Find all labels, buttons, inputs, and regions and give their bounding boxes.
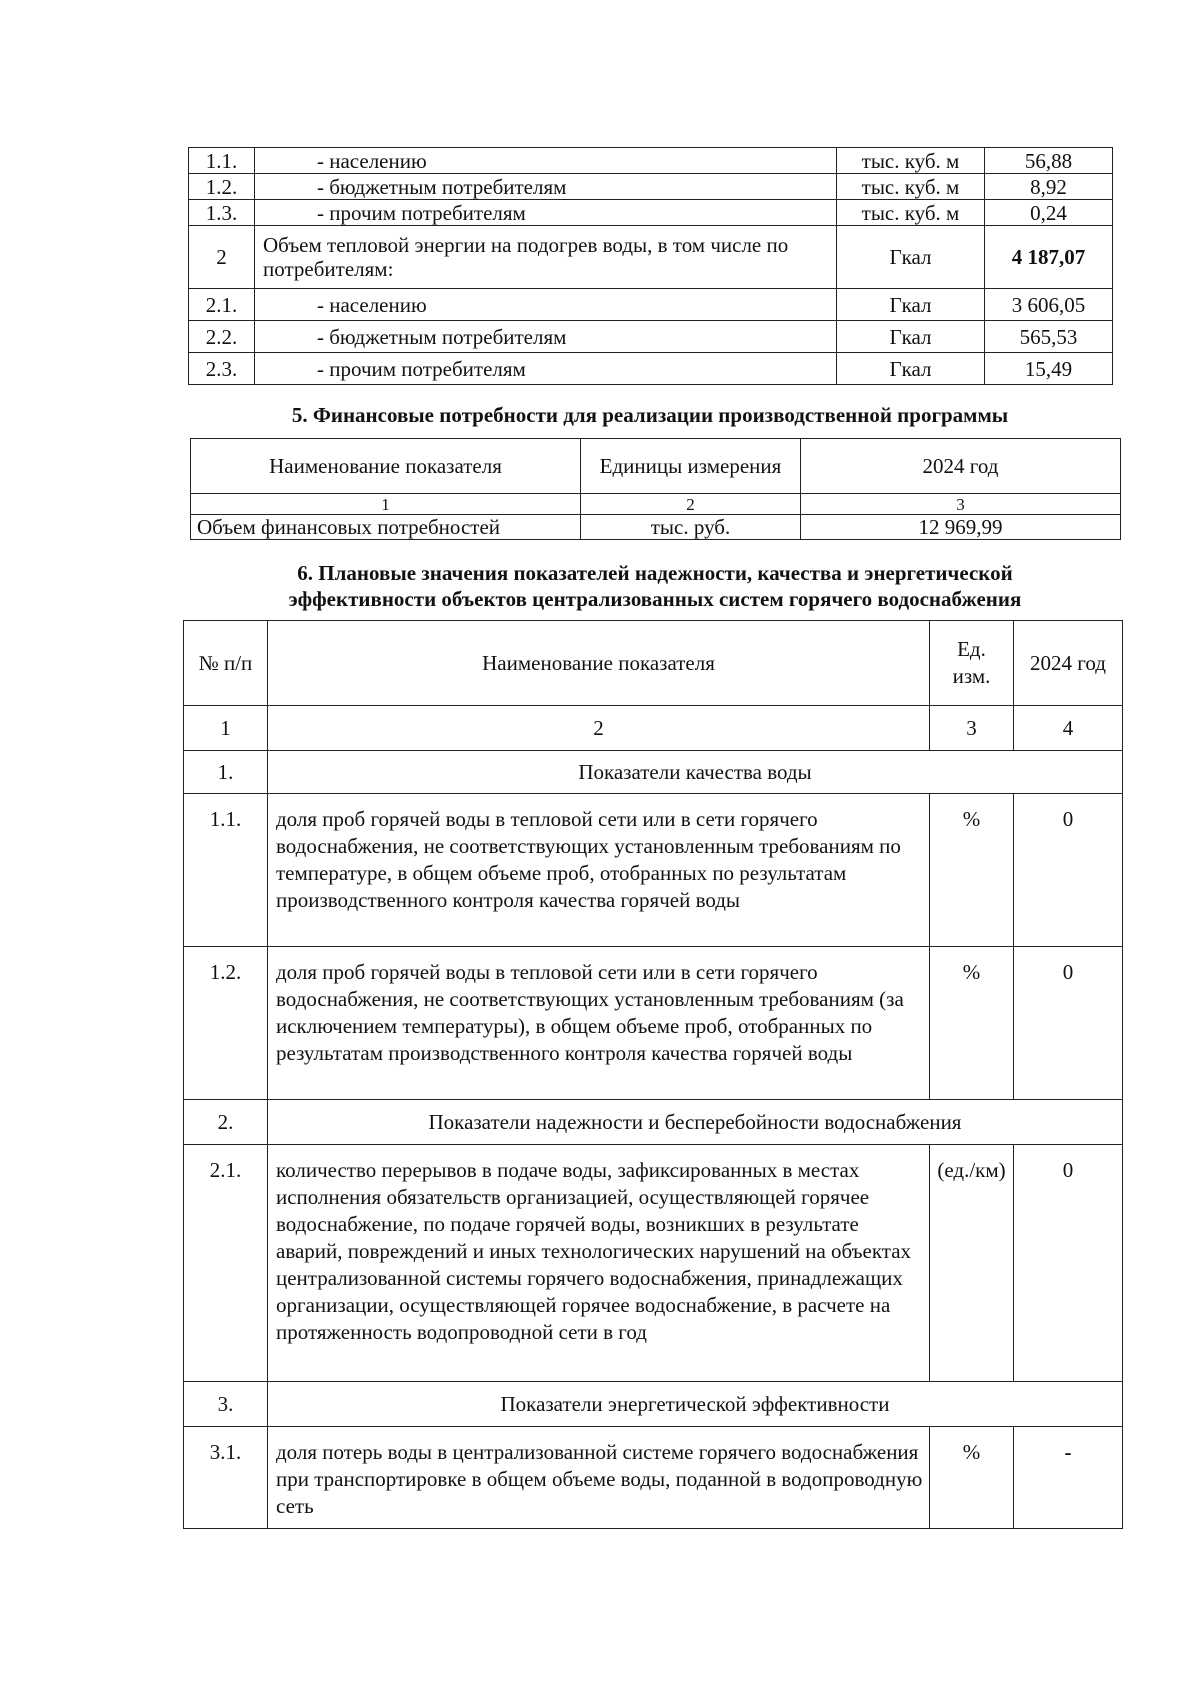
row-value: 0 [1014, 947, 1123, 1100]
row-name: - бюджетным потребителям [255, 321, 837, 353]
group-title: Показатели качества воды [268, 751, 1123, 794]
row-value: 4 187,07 [985, 226, 1113, 289]
column-number: 4 [1014, 706, 1123, 751]
table-row [189, 174, 1113, 200]
row-value: - [1014, 1427, 1123, 1529]
header-unit: Ед. изм. [930, 621, 1014, 706]
header-unit: Единицы измерения [581, 439, 801, 494]
row-value: 3 606,05 [985, 289, 1113, 321]
indicators-table [183, 620, 1123, 1529]
row-number: 2.2. [189, 321, 255, 353]
financial-needs-table [190, 438, 1121, 540]
column-number: 3 [801, 494, 1121, 515]
row-number: 1.2. [189, 174, 255, 200]
group-number: 1. [184, 751, 268, 794]
table-row [191, 515, 1121, 540]
row-value: 565,53 [985, 321, 1113, 353]
table-row [189, 226, 1113, 289]
column-number: 1 [191, 494, 581, 515]
column-number: 2 [581, 494, 801, 515]
row-text: количество перерывов в подаче воды, зафиксированных в местах исполнения обязательств организацией, осуществляющей горячее водоснабжение, по подаче горячей воды, возникших в результате аварий, повреждений и иных технологических нарушений на объектах централизованной системы горячего водоснабжения, принадлежащих организации, осуществляющей горячее водоснабжение, в расчете на протяженность водопроводной сети в год [268, 1145, 930, 1382]
header-year: 2024 год [801, 439, 1121, 494]
group-number: 3. [184, 1382, 268, 1427]
row-number: 1.1. [184, 794, 268, 947]
row-unit: тыс. руб. [581, 515, 801, 540]
row-name: - населению [255, 289, 837, 321]
row-name: Объем финансовых потребностей [191, 515, 581, 540]
row-unit: тыс. куб. м [837, 148, 985, 174]
header-indicator-name: Наименование показателя [268, 621, 930, 706]
row-number: 1.1. [189, 148, 255, 174]
consumption-table [188, 147, 1113, 385]
section-5-title: 5. Финансовые потребности для реализации производственной программы [291, 403, 1009, 427]
row-number: 2.3. [189, 353, 255, 385]
row-value: 0,24 [985, 200, 1113, 226]
table-row [189, 148, 1113, 174]
row-value: 0 [1014, 1145, 1123, 1382]
table-row [184, 1427, 1123, 1529]
row-number: 2.1. [189, 289, 255, 321]
column-number: 1 [184, 706, 268, 751]
group-row [184, 1100, 1123, 1145]
row-name: Объем тепловой энергии на подогрев воды, в том числе по потребителям: [255, 226, 837, 289]
row-value: 15,49 [985, 353, 1113, 385]
section-6-title-line-2: эффективности объектов централизованных систем горячего водоснабжения [288, 587, 1022, 611]
row-value: 12 969,99 [801, 515, 1121, 540]
header-indicator-name: Наименование показателя [191, 439, 581, 494]
section-6-title [190, 560, 1120, 612]
row-text: доля потерь воды в централизованной системе горячего водоснабжения при транспортировке в общем объеме воды, поданной в водопроводную сеть [268, 1427, 930, 1529]
column-number: 3 [930, 706, 1014, 751]
group-title: Показатели надежности и бесперебойности водоснабжения [268, 1100, 1123, 1145]
row-number: 3.1. [184, 1427, 268, 1529]
table-row [184, 947, 1123, 1100]
row-name: - населению [255, 148, 837, 174]
row-number: 1.2. [184, 947, 268, 1100]
table-row [189, 321, 1113, 353]
header-year: 2024 год [1014, 621, 1123, 706]
section-6-title-line-1: 6. Плановые значения показателей надежности, качества и энергетической [297, 561, 1013, 585]
row-name: - прочим потребителям [255, 353, 837, 385]
row-text: доля проб горячей воды в тепловой сети или в сети горячего водоснабжения, не соответствующих установленным требованиям (за исключением температуры), в общем объеме проб, отобранных по результатам производственного контроля качества горячей воды [268, 947, 930, 1100]
header-number: № п/п [184, 621, 268, 706]
row-number: 2.1. [184, 1145, 268, 1382]
group-number: 2. [184, 1100, 268, 1145]
row-unit: тыс. куб. м [837, 174, 985, 200]
row-unit: % [930, 947, 1014, 1100]
row-unit: (ед./км) [930, 1145, 1014, 1382]
row-name: - бюджетным потребителям [255, 174, 837, 200]
row-value: 0 [1014, 794, 1123, 947]
table-row [184, 1145, 1123, 1382]
row-value: 56,88 [985, 148, 1113, 174]
column-number-row [184, 706, 1123, 751]
table-row [189, 289, 1113, 321]
row-unit: Гкал [837, 321, 985, 353]
row-unit: Гкал [837, 226, 985, 289]
group-row [184, 751, 1123, 794]
table-row [184, 794, 1123, 947]
row-name: - прочим потребителям [255, 200, 837, 226]
row-unit: % [930, 1427, 1014, 1529]
row-unit: Гкал [837, 353, 985, 385]
group-title: Показатели энергетической эффективности [268, 1382, 1123, 1427]
row-number: 1.3. [189, 200, 255, 226]
column-number-row [191, 494, 1121, 515]
group-row [184, 1382, 1123, 1427]
column-number: 2 [268, 706, 930, 751]
table-header-row [184, 621, 1123, 706]
row-value: 8,92 [985, 174, 1113, 200]
row-unit: Гкал [837, 289, 985, 321]
table-header-row [191, 439, 1121, 494]
row-unit: тыс. куб. м [837, 200, 985, 226]
row-text: доля проб горячей воды в тепловой сети или в сети горячего водоснабжения, не соответствующих установленным требованиям по температуре, в общем объеме проб, отобранных по результатам производственного контроля качества горячей воды [268, 794, 930, 947]
table-row [189, 200, 1113, 226]
table-row [189, 353, 1113, 385]
row-unit: % [930, 794, 1014, 947]
row-number: 2 [189, 226, 255, 289]
